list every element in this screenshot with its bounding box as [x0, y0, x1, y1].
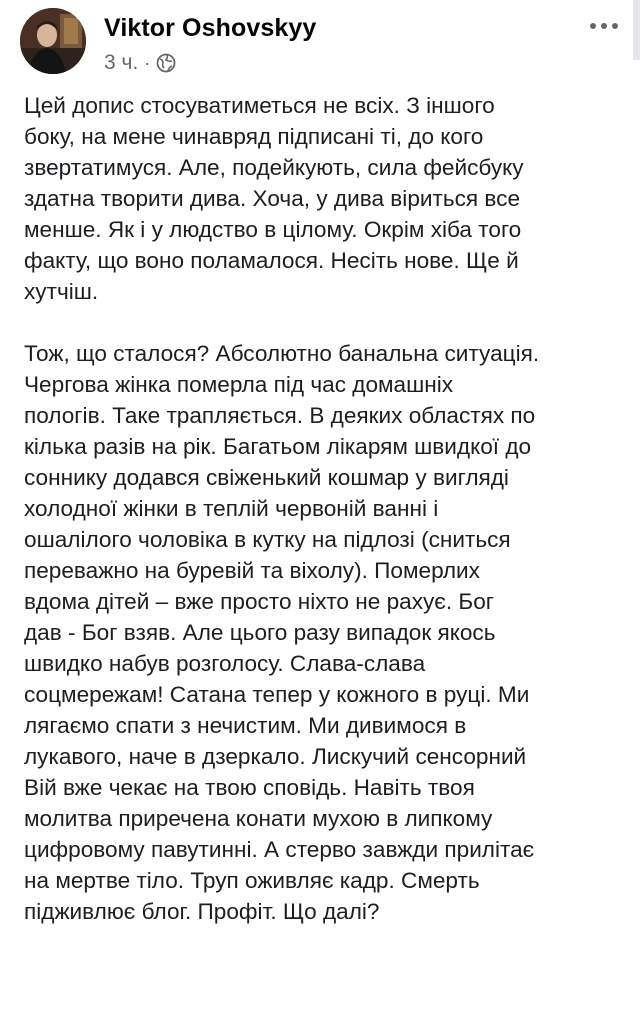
more-options-button[interactable]	[584, 14, 624, 38]
post-text-line: здатна творити дива. Хоча, у дива віриться все	[24, 186, 521, 211]
author-avatar[interactable]	[20, 8, 86, 74]
post-text-line: молитва приречена конати мухою в липкому	[24, 806, 493, 831]
post-text-line: Вій вже чекає на твою сповідь. Навіть твоя	[24, 775, 475, 800]
post-text-line: ошалілого чоловіка в кутку на підлозі (сниться	[24, 527, 511, 552]
post-text-line: переважно на буревій та віхолу). Померлих	[24, 558, 480, 583]
more-options-icon	[590, 23, 596, 29]
more-options-icon	[612, 23, 618, 29]
post-text-line: хутчіш.	[24, 279, 99, 304]
post-paragraph	[24, 338, 620, 927]
post-timestamp[interactable]: 3 ч.	[104, 51, 139, 74]
post-text-line: кілька разів на рік. Багатьом лікарям швидкої до	[24, 434, 532, 459]
scrollbar[interactable]	[633, 0, 640, 60]
post-text-line: Тож, що сталося? Абсолютно банальна ситуація.	[24, 341, 540, 366]
post-text-line: менше. Як і у людство в цілому. Окрім хіба того	[24, 217, 522, 242]
post-text-line: лукавого, наче в дзеркало. Лискучий сенсорний	[24, 744, 527, 769]
globe-icon	[156, 53, 176, 73]
post-meta	[104, 50, 176, 76]
author-name[interactable]: Viktor Oshovskyy	[104, 14, 317, 42]
post-text-line: дав - Бог взяв. Але цього разу випадок якось	[24, 620, 496, 645]
post-text-line: на мертве тіло. Труп оживляє кадр. Смерть	[24, 868, 480, 893]
post-text	[24, 90, 620, 927]
post-text-line: швидко набув розголосу. Слава-слава	[24, 651, 426, 676]
post-text-line: вдома дітей – вже просто ніхто не рахує. Бог	[24, 589, 495, 614]
meta-separator: ·	[144, 52, 151, 73]
post-text-line: цифровому павутинні. А стерво завжди прилітає	[24, 837, 535, 862]
post-text-line: боку, на мене чинавряд підписані ті, до кого	[24, 124, 484, 149]
more-options-icon	[601, 23, 607, 29]
post-text-line: пологів. Таке трапляється. В деяких областях по	[24, 403, 536, 428]
post-text-line: холодної жінки в теплій червоній ванні і	[24, 496, 439, 521]
post-header	[0, 0, 640, 88]
post-text-line: лягаємо спати з нечистим. Ми дивимося в	[24, 713, 467, 738]
avatar-photo	[20, 8, 86, 74]
post-text-line: Чергова жінка померла під час домашніх	[24, 372, 454, 397]
post-text-line: підживлює блог. Профіт. Що далі?	[24, 899, 380, 924]
post-text-line: Цей допис стосуватиметься не всіх. З іншого	[24, 93, 495, 118]
post-paragraph	[24, 90, 620, 307]
post-text-line: соннику додався свіженький кошмар у вигляді	[24, 465, 509, 490]
post-text-line: соцмережам! Сатана тепер у кожного в руці. Ми	[24, 682, 530, 707]
post-text-line: факту, що воно поламалося. Несіть нове. Ще й	[24, 248, 519, 273]
post-text-line: звертатимуся. Але, подейкують, сила фейсбуку	[24, 155, 524, 180]
